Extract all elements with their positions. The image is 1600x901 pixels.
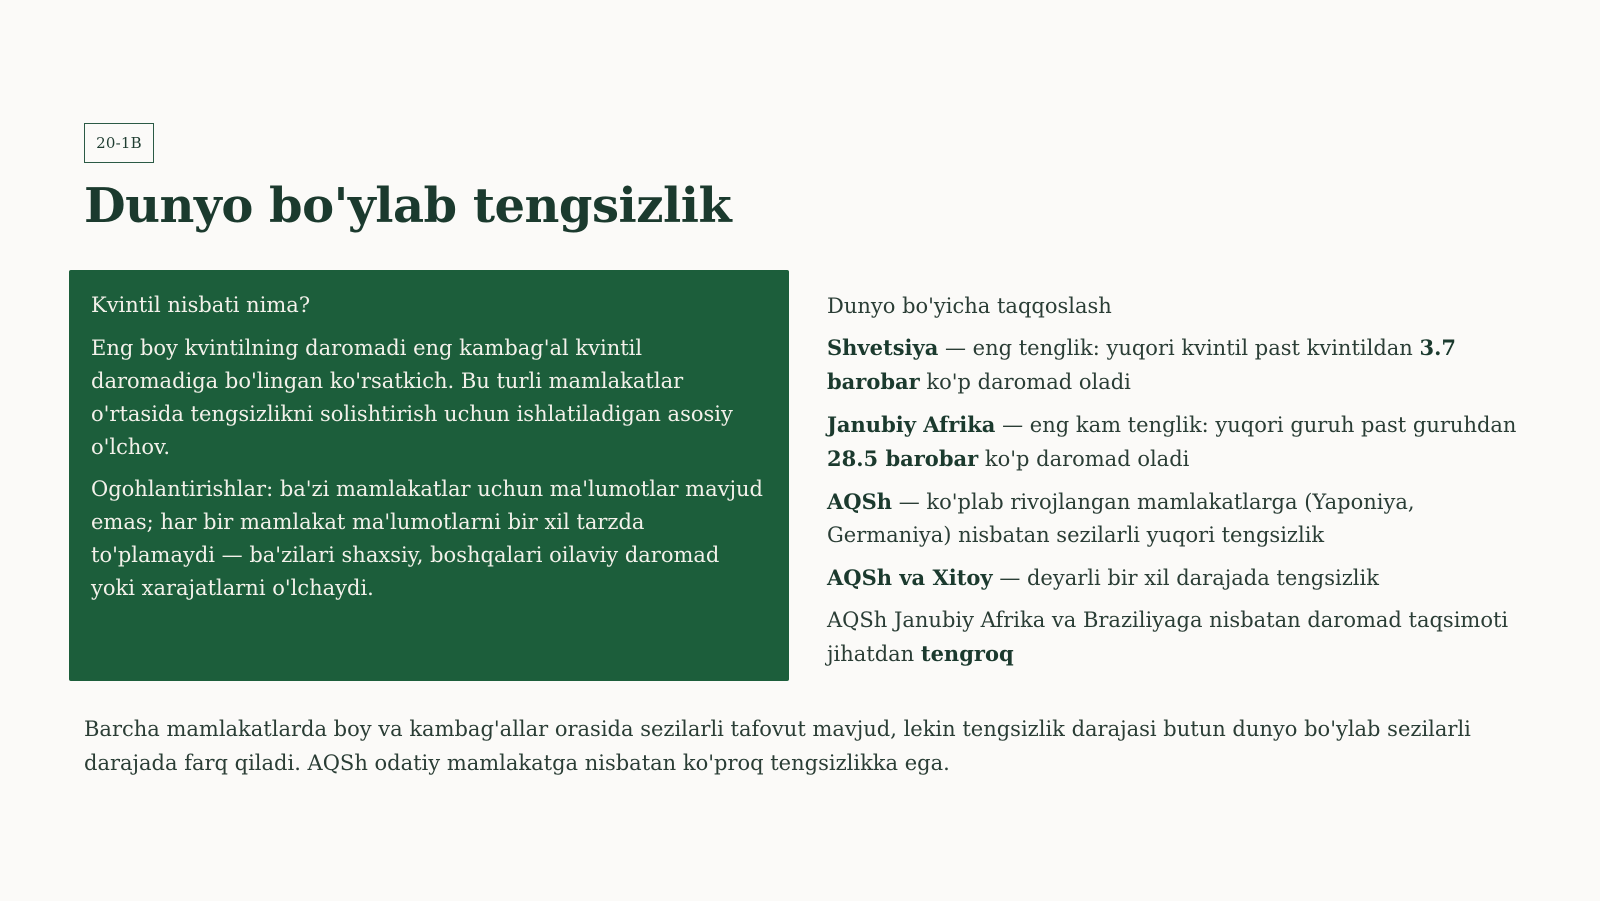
comparison-item-usa-china: [827, 561, 1527, 595]
comparison-item-usa-vs-others: [827, 604, 1527, 671]
comparison-item-text-end: ko'p daromad oladi: [978, 447, 1190, 471]
definition-heading: Kvintil nisbati nima?: [91, 293, 311, 317]
definition-panel: [69, 270, 789, 681]
caveats-paragraph: Ogohlantirishlar: ba'zi mamlakatlar uchun ma'lumotlar mavjud emas; har bir mamlakat ma'lumotlarni bir xil tarzda to'plamaydi — ba'zilari shaxsiy, boshqalari oilaviy daromad yoki xarajatlarni o'lchaydi.: [91, 477, 763, 600]
comparison-item-value: 28.5 barobar: [827, 446, 979, 471]
comparison-item-text: AQSh Janubiy Afrika va Braziliyaga nisbatan daromad taqsimoti jihatdan: [827, 608, 1509, 666]
comparison-item-value: 3.7 barobar: [827, 335, 1457, 394]
comparison-item-country: AQSh: [827, 489, 893, 514]
comparison-item-text-end: ko'p daromad oladi: [919, 370, 1131, 394]
comparison-item-usa: [827, 485, 1527, 552]
comparison-item-text: — ko'plab rivojlangan mamlakatlarga (Yaponiya, Germaniya) nisbatan sezilarli yuqori tengsizlik: [827, 490, 1415, 547]
comparison-heading: Dunyo bo'yicha taqqoslash: [827, 294, 1112, 318]
comparison-item-text: — eng kam tenglik: yuqori guruh past guruhdan: [995, 413, 1517, 437]
comparison-item-text: — deyarli bir xil darajada tengsizlik: [992, 566, 1379, 590]
summary-text: Barcha mamlakatlarda boy va kambag'allar orasida sezilarli tafovut mavjud, lekin tengsizlik darajasi butun dunyo bo'ylab sezilarli darajada farq qiladi. AQSh odatiy mamlakatga nisbatan ko'proq tengsizlikka ega.: [84, 717, 1471, 775]
page-title: Dunyo bo'ylab tengsizlik: [84, 178, 732, 234]
comparison-item-country: Shvetsiya: [827, 335, 939, 360]
comparison-item-value: tengroq: [920, 641, 1014, 666]
comparison-item-country: AQSh va Xitoy: [827, 565, 993, 590]
section-badge: 20-1B: [84, 123, 154, 163]
comparison-item-text: — eng tenglik: yuqori kvintil past kvintildan: [938, 336, 1420, 360]
comparison-panel: [827, 290, 1527, 680]
comparison-item-south-africa: [827, 408, 1527, 476]
comparison-item-sweden: [827, 331, 1527, 399]
definition-paragraph: Eng boy kvintilning daromadi eng kambag'al kvintil daromadiga bo'lingan ko'rsatkich. Bu turli mamlakatlar o'rtasida tengsizlikni solishtirish uchun ishlatiladigan asosiy o'lchov.: [91, 336, 733, 459]
comparison-item-country: Janubiy Afrika: [827, 412, 996, 437]
